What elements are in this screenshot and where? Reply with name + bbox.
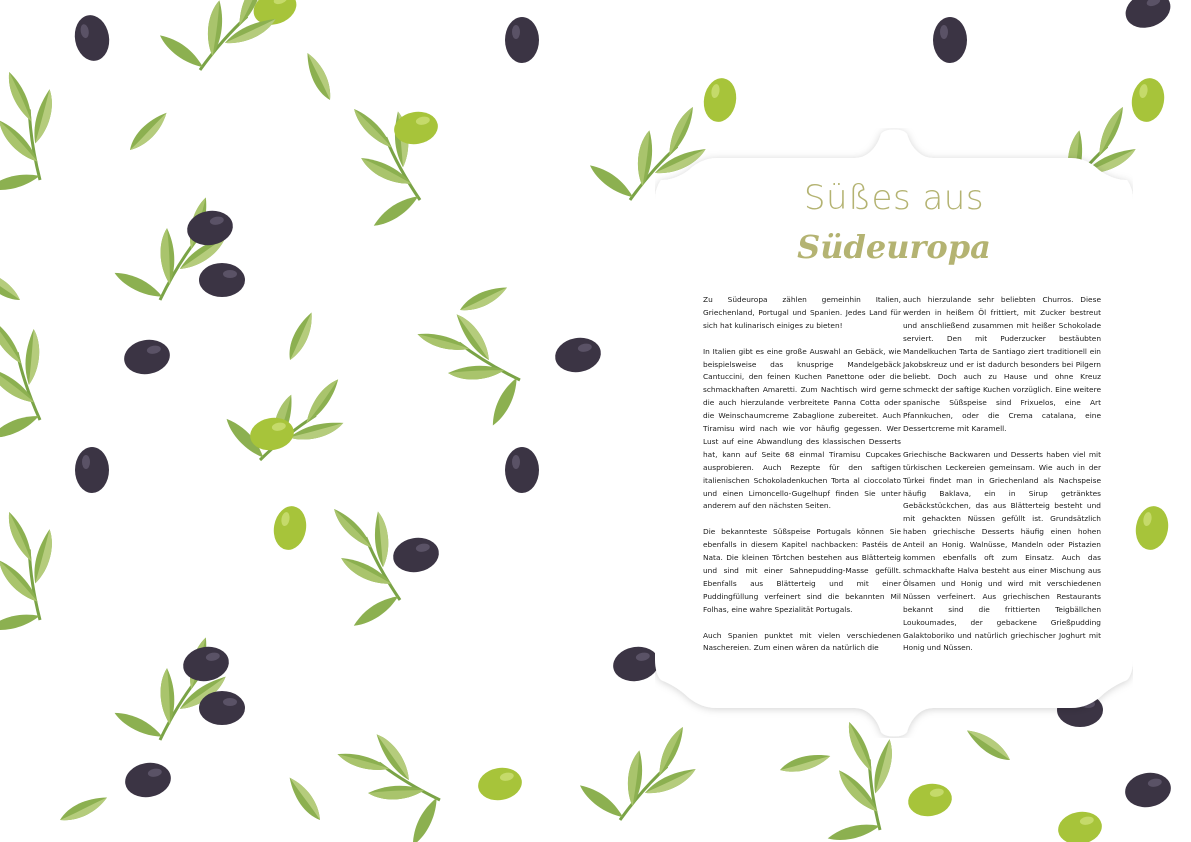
text-column-left (703, 294, 901, 668)
text-column-right (903, 294, 1101, 668)
paragraph: Zu Südeuropa zählen gemeinhin Italien, Griechenland, Portugal und Spanien. Jedes Land für sich hat kulinarisch einiges zu bieten! (703, 295, 901, 330)
paragraph: Griechische Backwaren und Desserts haben viel mit türkischen Leckereien gemeinsam. Wie auch in der Türkei findet man in Griechenland als Nachspeise häufig Baklava, ein in Sirup getränktes Gebäckstückchen, das aus Blätterteig besteht und mit gehackten Nüssen gefüllt ist. Grundsätzlich haben griechische Desserts häufig einen hohen Anteil an Honig. Walnüsse, Mandeln oder Pistazien kommen ebenfalls oft zum Einsatz. Auch das schmackhafte Halva besteht aus einer Mischung aus Ölsamen und Honig und wird mit verschiedenen Nüssen verfeinert. Aus griechischen Restaurants bekannt sind die frittierten Teigbällchen Loukoumades, der gebackene Grießpudding Galaktoboriko und natürlich griechischer Joghurt mit Honig und Nüssen. (903, 449, 1101, 653)
paragraph: Die bekannteste Süßspeise Portugals können Sie ebenfalls in diesem Kapitel nachbacken: Pastéis de Nata. Die kleinen Törtchen bestehen aus Blätterteig und sind mit einer Sahnepudding-Masse gefüllt. Ebenfalls aus Blätterteig und mit einer Puddingfüllung verfeinert sind die bekannten Mil Folhas, eine wahre Spezialität Portugals. (703, 527, 901, 614)
paragraph: In Italien gibt es eine große Auswahl an Gebäck, wie beispielsweise das knusprige Mandelgebäck Cantuccini, den feinen Kuchen Panettone oder die schmackhaften Amaretti. Zum Nachtisch wird gerne die auch hierzulande verbreitete Panna Cotta oder die Weinschaumcreme Zabaglione zubereitet. Auch Tiramisu wird nach wie vor häufig gegessen. Wer Lust auf eine Abwandlung des klassischen Desserts hat, kann auf Seite 68 einmal Tiramisu Cupcakes ausprobieren. Auch Rezepte für den saftigen italienischen Schokoladenkuchen Torta al cioccolato und einen Limoncello-Gugelhupf finden Sie unter anderem auf den nächsten Seiten. (703, 346, 901, 511)
paragraph: Auch Spanien punktet mit vielen verschiedenen Naschereien. Zum einen wären da natürlich die (703, 630, 901, 653)
paragraph: auch hierzulande sehr beliebten Churros. Diese werden in heißem Öl frittiert, mit Zucker bestreut und anschließend zusammen mit heißer Schokolade serviert. Den mit Puderzucker bestäubten Mandelkuchen Tarta de Santiago ziert traditionell ein Jakobskreuz und er ist dadurch besonders bei Pilgern beliebt. Doch auch zu Hause und ohne Kreuz schmeckt der saftige Kuchen vorzüglich. Eine weitere spanische Süßspeise sind Frixuelos, eine Art Pfannkuchen, oder die Crema catalana, eine Dessertcreme mit Karamell. (903, 295, 1101, 434)
title-line-1: Süßes aus (803, 178, 985, 218)
text-card (655, 128, 1133, 738)
title-line-2: Südeuropa (797, 228, 991, 266)
